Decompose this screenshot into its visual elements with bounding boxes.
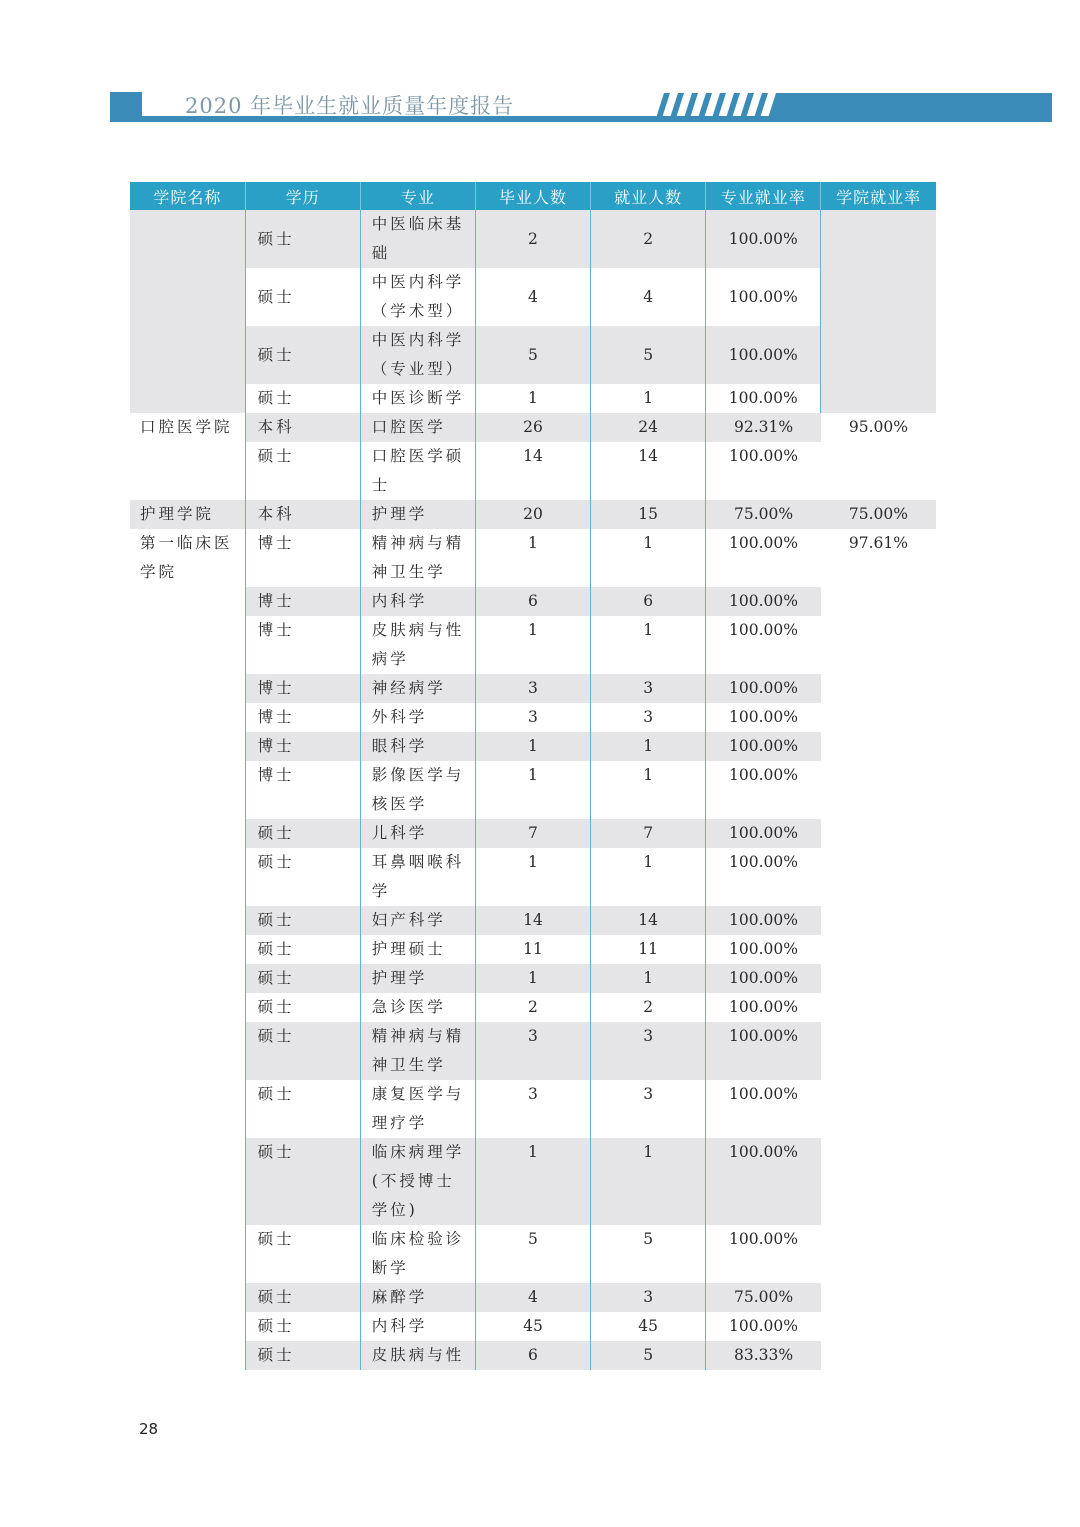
employed: 15 bbox=[591, 500, 706, 529]
major: 临床检验诊断学 bbox=[360, 1225, 475, 1283]
employed: 1 bbox=[591, 616, 706, 674]
degree: 硕士 bbox=[245, 906, 360, 935]
table-row bbox=[130, 935, 936, 964]
degree: 博士 bbox=[245, 732, 360, 761]
employed: 1 bbox=[591, 732, 706, 761]
table-header-row bbox=[130, 182, 936, 210]
degree: 博士 bbox=[245, 761, 360, 819]
table-row bbox=[130, 906, 936, 935]
degree: 博士 bbox=[245, 616, 360, 674]
major: 内科学 bbox=[360, 587, 475, 616]
table-row bbox=[130, 819, 936, 848]
major-rate: 92.31% bbox=[706, 413, 821, 442]
degree: 硕士 bbox=[245, 935, 360, 964]
col-header-major: 专业 bbox=[360, 182, 475, 210]
graduates: 45 bbox=[475, 1312, 590, 1341]
graduates: 1 bbox=[475, 964, 590, 993]
graduates: 3 bbox=[475, 674, 590, 703]
report-title: 2020 年毕业生就业质量年度报告 bbox=[185, 94, 515, 118]
degree: 硕士 bbox=[245, 326, 360, 384]
degree: 硕士 bbox=[245, 964, 360, 993]
employed: 7 bbox=[591, 819, 706, 848]
degree: 博士 bbox=[245, 587, 360, 616]
degree: 本科 bbox=[245, 413, 360, 442]
table-row bbox=[130, 674, 936, 703]
major-rate: 100.00% bbox=[706, 1138, 821, 1225]
major-rate: 100.00% bbox=[706, 1225, 821, 1283]
major-rate: 83.33% bbox=[706, 1341, 821, 1370]
employed: 3 bbox=[591, 1022, 706, 1080]
employed: 1 bbox=[591, 529, 706, 587]
graduates: 1 bbox=[475, 732, 590, 761]
table-row bbox=[130, 616, 936, 674]
major: 口腔医学 bbox=[360, 413, 475, 442]
table-row bbox=[130, 384, 936, 413]
degree: 硕士 bbox=[245, 268, 360, 326]
major-rate: 100.00% bbox=[706, 616, 821, 674]
major-rate: 100.00% bbox=[706, 848, 821, 906]
degree: 博士 bbox=[245, 703, 360, 732]
major: 临床病理学(不授博士学位) bbox=[360, 1138, 475, 1225]
col-header-college: 学院名称 bbox=[130, 182, 245, 210]
employed: 3 bbox=[591, 674, 706, 703]
employed: 6 bbox=[591, 587, 706, 616]
col-header-major-rate: 专业就业率 bbox=[706, 182, 821, 210]
page-number: 28 bbox=[139, 1420, 159, 1438]
major: 麻醉学 bbox=[360, 1283, 475, 1312]
table-row bbox=[130, 848, 936, 906]
degree: 硕士 bbox=[245, 210, 360, 268]
graduates: 5 bbox=[475, 326, 590, 384]
graduates: 1 bbox=[475, 616, 590, 674]
graduates: 1 bbox=[475, 384, 590, 413]
employed: 1 bbox=[591, 848, 706, 906]
major-rate: 100.00% bbox=[706, 732, 821, 761]
table-row bbox=[130, 1225, 936, 1283]
major-rate: 100.00% bbox=[706, 819, 821, 848]
employed: 1 bbox=[591, 384, 706, 413]
table-row bbox=[130, 1080, 936, 1138]
employed: 5 bbox=[591, 326, 706, 384]
table-row bbox=[130, 500, 936, 529]
major: 妇产科学 bbox=[360, 906, 475, 935]
table-row bbox=[130, 529, 936, 587]
table-row bbox=[130, 1022, 936, 1080]
major: 护理硕士 bbox=[360, 935, 475, 964]
major-rate: 100.00% bbox=[706, 210, 821, 268]
degree: 博士 bbox=[245, 529, 360, 587]
college-rate: 75.00% bbox=[821, 500, 936, 529]
college-name: 护理学院 bbox=[130, 500, 245, 529]
table-row bbox=[130, 1341, 936, 1370]
table-row bbox=[130, 993, 936, 1022]
major: 中医诊断学 bbox=[360, 384, 475, 413]
major: 神经病学 bbox=[360, 674, 475, 703]
employed: 1 bbox=[591, 761, 706, 819]
degree: 硕士 bbox=[245, 993, 360, 1022]
college-name: 口腔医学院 bbox=[130, 413, 245, 500]
table-row bbox=[130, 732, 936, 761]
col-header-graduates: 毕业人数 bbox=[475, 182, 590, 210]
major: 护理学 bbox=[360, 964, 475, 993]
degree: 硕士 bbox=[245, 1022, 360, 1080]
table-row bbox=[130, 1283, 936, 1312]
major-rate: 100.00% bbox=[706, 1022, 821, 1080]
college-rate bbox=[821, 210, 936, 413]
employed: 2 bbox=[591, 993, 706, 1022]
degree: 硕士 bbox=[245, 1283, 360, 1312]
major-rate: 100.00% bbox=[706, 935, 821, 964]
graduates: 3 bbox=[475, 703, 590, 732]
major-rate: 100.00% bbox=[706, 703, 821, 732]
graduates: 7 bbox=[475, 819, 590, 848]
major: 护理学 bbox=[360, 500, 475, 529]
degree: 硕士 bbox=[245, 1138, 360, 1225]
employed: 45 bbox=[591, 1312, 706, 1341]
graduates: 2 bbox=[475, 210, 590, 268]
college-rate: 97.61% bbox=[821, 529, 936, 1370]
major: 精神病与精神卫生学 bbox=[360, 1022, 475, 1080]
major: 口腔医学硕士 bbox=[360, 442, 475, 500]
major: 儿科学 bbox=[360, 819, 475, 848]
graduates: 1 bbox=[475, 1138, 590, 1225]
graduates: 14 bbox=[475, 906, 590, 935]
college-name bbox=[130, 210, 245, 413]
graduates: 4 bbox=[475, 268, 590, 326]
major-rate: 100.00% bbox=[706, 1080, 821, 1138]
employed: 3 bbox=[591, 1080, 706, 1138]
employed: 14 bbox=[591, 442, 706, 500]
degree: 硕士 bbox=[245, 384, 360, 413]
major: 皮肤病与性 bbox=[360, 1341, 475, 1370]
employed: 5 bbox=[591, 1341, 706, 1370]
graduates: 14 bbox=[475, 442, 590, 500]
major-rate: 100.00% bbox=[706, 268, 821, 326]
table-row bbox=[130, 442, 936, 500]
table-row bbox=[130, 703, 936, 732]
degree: 本科 bbox=[245, 500, 360, 529]
table-row bbox=[130, 761, 936, 819]
major: 急诊医学 bbox=[360, 993, 475, 1022]
employed: 5 bbox=[591, 1225, 706, 1283]
major: 皮肤病与性病学 bbox=[360, 616, 475, 674]
major: 中医临床基础 bbox=[360, 210, 475, 268]
graduates: 6 bbox=[475, 587, 590, 616]
major-rate: 75.00% bbox=[706, 500, 821, 529]
major: 眼科学 bbox=[360, 732, 475, 761]
table-row bbox=[130, 413, 936, 442]
major-rate: 100.00% bbox=[706, 1312, 821, 1341]
graduates: 4 bbox=[475, 1283, 590, 1312]
graduates: 1 bbox=[475, 848, 590, 906]
major-rate: 100.00% bbox=[706, 993, 821, 1022]
employed: 1 bbox=[591, 964, 706, 993]
college-rate: 95.00% bbox=[821, 413, 936, 500]
degree: 硕士 bbox=[245, 819, 360, 848]
major-rate: 75.00% bbox=[706, 1283, 821, 1312]
table-row bbox=[130, 587, 936, 616]
major-rate: 100.00% bbox=[706, 442, 821, 500]
col-header-college-rate: 学院就业率 bbox=[821, 182, 936, 210]
major: 耳鼻咽喉科学 bbox=[360, 848, 475, 906]
degree: 硕士 bbox=[245, 1225, 360, 1283]
graduates: 3 bbox=[475, 1022, 590, 1080]
major-rate: 100.00% bbox=[706, 964, 821, 993]
employed: 24 bbox=[591, 413, 706, 442]
major-rate: 100.00% bbox=[706, 674, 821, 703]
degree: 硕士 bbox=[245, 1341, 360, 1370]
college-name: 第一临床医学院 bbox=[130, 529, 245, 1370]
graduates: 26 bbox=[475, 413, 590, 442]
major: 精神病与精神卫生学 bbox=[360, 529, 475, 587]
major: 中医内科学（学术型） bbox=[360, 268, 475, 326]
table-row bbox=[130, 964, 936, 993]
major: 中医内科学（专业型） bbox=[360, 326, 475, 384]
table-row bbox=[130, 268, 936, 326]
graduates: 5 bbox=[475, 1225, 590, 1283]
table-row bbox=[130, 1312, 936, 1341]
employed: 1 bbox=[591, 1138, 706, 1225]
table-row bbox=[130, 210, 936, 268]
major: 影像医学与核医学 bbox=[360, 761, 475, 819]
col-header-degree: 学历 bbox=[245, 182, 360, 210]
degree: 硕士 bbox=[245, 1312, 360, 1341]
graduates: 6 bbox=[475, 1341, 590, 1370]
employed: 2 bbox=[591, 210, 706, 268]
graduates: 2 bbox=[475, 993, 590, 1022]
header-bar bbox=[780, 93, 1052, 118]
degree: 硕士 bbox=[245, 1080, 360, 1138]
major-rate: 100.00% bbox=[706, 384, 821, 413]
employed: 14 bbox=[591, 906, 706, 935]
employed: 3 bbox=[591, 703, 706, 732]
graduates: 1 bbox=[475, 761, 590, 819]
major: 康复医学与理疗学 bbox=[360, 1080, 475, 1138]
employed: 3 bbox=[591, 1283, 706, 1312]
table-row bbox=[130, 1138, 936, 1225]
header-stripes-decoration bbox=[648, 93, 788, 118]
table-row bbox=[130, 326, 936, 384]
major: 外科学 bbox=[360, 703, 475, 732]
degree: 硕士 bbox=[245, 442, 360, 500]
graduates: 1 bbox=[475, 529, 590, 587]
degree: 博士 bbox=[245, 674, 360, 703]
major-rate: 100.00% bbox=[706, 761, 821, 819]
major-rate: 100.00% bbox=[706, 326, 821, 384]
employment-table bbox=[130, 182, 936, 1370]
col-header-employed: 就业人数 bbox=[591, 182, 706, 210]
graduates: 20 bbox=[475, 500, 590, 529]
major-rate: 100.00% bbox=[706, 587, 821, 616]
employed: 4 bbox=[591, 268, 706, 326]
employed: 11 bbox=[591, 935, 706, 964]
major-rate: 100.00% bbox=[706, 529, 821, 587]
major-rate: 100.00% bbox=[706, 906, 821, 935]
major: 内科学 bbox=[360, 1312, 475, 1341]
graduates: 3 bbox=[475, 1080, 590, 1138]
graduates: 11 bbox=[475, 935, 590, 964]
degree: 硕士 bbox=[245, 848, 360, 906]
